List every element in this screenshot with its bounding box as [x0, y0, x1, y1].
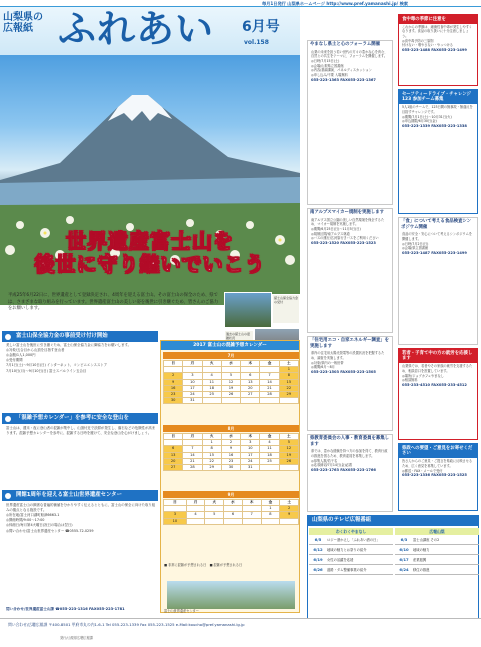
calendar-day: 9: [221, 446, 240, 452]
section-1-item: 7月1日(土)〜9月10日(日) インターネット、コンビニエンスストア: [6, 363, 108, 368]
calendar-day: 19: [221, 385, 240, 391]
tv-left: [309, 528, 393, 575]
calendar-day: 30: [164, 398, 183, 404]
pref-name-1: 山梨県の: [3, 12, 43, 23]
calendar-day: 16: [164, 385, 183, 391]
pref-name-2: 広報紙: [3, 22, 33, 34]
calendar-day: 12: [279, 446, 298, 452]
section-1-item: 7月10日(月)〜9月10日(日) 富士スバルライン五合目: [6, 368, 87, 373]
calendar-day: 19: [279, 452, 298, 458]
col3-body-5: [399, 458, 477, 479]
calendar-day: 27: [241, 392, 260, 398]
tv-row: [309, 555, 393, 565]
calendar-day: 15: [279, 379, 298, 385]
tv-right: [395, 528, 479, 575]
calendar-weekday: 土: [280, 500, 299, 506]
calendar-day: 18: [260, 452, 279, 458]
calendar-day: 4: [260, 440, 279, 446]
calendar-day: 2: [280, 506, 299, 512]
calendar-day: 17: [241, 452, 260, 458]
section-3-title: 開館1周年を迎える富士山世界遺産センター: [2, 490, 158, 501]
col2-tel: 055-223-1503 FAX055-223-1505: [311, 370, 376, 374]
tv-topic: 地域の魅力: [413, 548, 430, 552]
calendar-day: 15: [202, 452, 221, 458]
calendar-day: 31: [241, 465, 260, 471]
calendar-day: [202, 398, 221, 404]
calendar-weekday: 金: [261, 500, 280, 506]
col3-title-5: 県政への要望・ご意見をお寄せください: [399, 444, 477, 458]
tv-title: 山梨県のテレビ広報番組: [308, 516, 478, 526]
col2-tel: 055-223-1520 FAX055-223-1523: [311, 240, 376, 245]
calendar-day: 25: [202, 392, 221, 398]
col2-item: ◎募集人数/若干名: [311, 458, 338, 463]
calendar-day: [280, 518, 299, 524]
col2-body-3: [308, 350, 392, 376]
section-3-text: 世界遺産富士山の顕著な普遍的価値を分かりやすく伝えるとともに、富士山の保全に向けた取り組みの拠点となる施設です。: [6, 503, 156, 513]
calendar-day: 6: [224, 512, 243, 518]
calendar-august: [163, 433, 299, 471]
calendar-weekday: 金: [260, 361, 279, 367]
calendar-weekday: 土: [279, 361, 298, 367]
calendar-day: [260, 465, 279, 471]
calendar-day: 16: [221, 452, 240, 458]
calendar-day: 22: [202, 458, 221, 464]
col3-article-1: [398, 14, 478, 86]
col2-item: ◎内容/基調講演、パネルディスカッション: [311, 68, 372, 73]
col2-tel: 055-223-1363 FAX055-223-1367: [311, 77, 376, 82]
section-3-item: ◎開館時間/9:00〜17:00: [6, 518, 45, 523]
calendar-day: 27: [164, 465, 183, 471]
calendar-day: [279, 398, 298, 404]
col2-text: 山梨の未来を担う若い世代の方々の豊かな心を育む、自然との共生をテーマに、フォーラムを開催します。: [311, 49, 388, 59]
calendar-day: 21: [260, 385, 279, 391]
photo-caption-2: 過去の富士山の混雑状況: [224, 330, 254, 360]
calendar-weekday: 木: [242, 500, 261, 506]
col3-title-3: 「食」について考える食品検査シンポジウム開催: [401, 219, 472, 230]
col3-title-1: 食中毒の季節に注意を: [399, 15, 477, 24]
col2-title-2: 南アルプスマイカー規制を実施します: [310, 210, 384, 215]
tv-row: [309, 565, 393, 575]
section-3-item: ◎休館日/毎月第4火曜日(祝日の場合は翌日): [6, 523, 73, 528]
tv-left-head: わくわくやまなし: [309, 528, 393, 535]
calendar-day: 18: [202, 385, 221, 391]
tv-topic: 女性の活躍を応援: [327, 558, 354, 562]
col2-article-4: [307, 434, 393, 512]
col3-item: ◎申込期限/6月30日(金): [402, 119, 437, 124]
calendar-month-august: 8月: [163, 425, 299, 432]
tv-row: [309, 545, 393, 555]
calendar-month-july: 7月: [163, 352, 299, 359]
col3-text: 山梨県では、若者やその家族の就労を支援するため、相談窓口を設置しています。: [402, 364, 473, 374]
col3-tel: 055-223-1488 FAX055-223-1499: [402, 47, 467, 52]
calendar-week: [164, 398, 299, 404]
tv-right-head: 広報山梨: [395, 528, 479, 535]
calendar-day: [242, 518, 261, 524]
center-photo: [167, 581, 295, 609]
section-1-item: ◎金額/1人1,000円: [6, 353, 36, 358]
col3-item: 付けない・増やさない・やっつける: [402, 43, 453, 48]
calendar-weekday: 土: [279, 434, 298, 440]
col3-item: ◎相談無料: [402, 378, 418, 383]
tv-row: [309, 535, 393, 545]
calendar-day: 10: [164, 518, 187, 524]
calendar-day: 4: [186, 512, 205, 518]
calendar-day: 23: [164, 392, 183, 398]
contact-bottom: 問い合わせ/世界遺産富士山課 ☎055-223-1316 FAX055-223-1781: [6, 607, 125, 611]
footer: [0, 618, 481, 647]
calendar-weekday: 日: [164, 361, 183, 367]
calendar-weekday: 月: [186, 500, 205, 506]
calendar-day: 24: [241, 458, 260, 464]
footer-contact: 問い合わせ/広聴広報課 〒400-8501 甲府市丸の内1-6-1 Tel 055-223-1339 Fax 055-223-1525 e-Mail:koucho@pref.yamanashi.lg.jp: [8, 622, 245, 627]
section-1-body: [6, 343, 158, 403]
col3-body-4: [399, 363, 477, 389]
masthead-pref: [3, 13, 43, 34]
calendar-day: 6: [164, 446, 183, 452]
section-2-body: [6, 426, 158, 478]
calendar-day: 9: [164, 379, 183, 385]
calendar-day: 8: [279, 373, 298, 379]
col3-text: 食品の安全・安心について考えるシンポジウムを開催します。: [402, 232, 472, 242]
col3-item: ◎会場/県立図書館: [402, 246, 429, 251]
col2-title-4: 県教育委員会の人事・教育委員を募集します: [310, 436, 390, 447]
calendar-day: 6: [241, 373, 260, 379]
col3-article-5: [398, 443, 478, 511]
calendar-day: 20: [241, 385, 260, 391]
masthead-volume: vol.158: [244, 39, 269, 46]
section-1-text: 美しい富士山を後世に引き継ぐため、富士山保全協力金に御協力をお願いします。: [6, 343, 132, 347]
calendar-day: 20: [164, 458, 183, 464]
section-1-item: ◎受付期間: [6, 358, 23, 363]
calendar-day: 29: [202, 465, 221, 471]
col3-tel: 055-223-1339 FAX055-223-1338: [402, 124, 467, 128]
section-1-title: 富士山保全協力金の事前受け付け開始: [2, 331, 158, 342]
calendar-day: 5: [279, 440, 298, 446]
col2-text: 県では、豊かな経験を持つ方の参加を得て、教育行政の推進を図るため、教育委員を募集します。: [311, 449, 388, 459]
calendar-day: 13: [164, 452, 183, 458]
photo-1: [224, 292, 272, 328]
calendar-day: 23: [221, 458, 240, 464]
calendar-day: 7: [260, 373, 279, 379]
calendar-legend: ■ 非常に混雑が予想される日 ■ 混雑が予想される日: [164, 563, 243, 567]
calendar-day: [261, 518, 280, 524]
section-3-item: ◎所在地/富士河口湖町船津6663-1: [6, 513, 60, 518]
col2-item: ◎会場/山梨県立図書館: [311, 63, 344, 68]
col2-item: ◎対象/県内の一般世帯: [311, 360, 344, 365]
calendar-weekday: 火: [205, 500, 224, 506]
calendar-day: 7: [183, 446, 202, 452]
col2-item: ◎申し込み/不要 入場無料: [311, 72, 348, 77]
calendar-day: [224, 518, 243, 524]
tv-date: 6/3: [400, 537, 408, 542]
col2-body-4: [308, 448, 392, 474]
calendar-july: [163, 360, 299, 404]
calendar-weekday: 日: [164, 500, 187, 506]
tv-date: 6/26: [313, 567, 323, 572]
section-3-item: ◎問い合わせ/富士山世界遺産センター ☎0555-72-0259: [6, 528, 94, 533]
calendar-day: 4: [202, 373, 221, 379]
col3-tel: 055-223-1336 FAX055-223-1525: [402, 473, 467, 478]
tv-topic: 地域の魅力とお祭りの紹介: [327, 548, 367, 552]
lead-paragraph: 平成25年6月22日に、世界遺産として登録決定され、4周年を迎える富士山。その富士山の保全のため、県では、さまざまな取り組みを行っています。世界遺産富士山の美しい姿を後世に引き継ぐため、皆さんのご協力をお願いします。: [8, 293, 219, 312]
calendar-day: 1: [202, 440, 221, 446]
col2-title-3: 「住宅用エコ・自家エネルギー調査」を実施します: [310, 338, 390, 349]
calendar-weekday: 金: [260, 434, 279, 440]
section-1-item: ◎対象/五合目から山頂を目指す登山者: [6, 348, 65, 353]
calendar-day: 5: [205, 512, 224, 518]
calendar-day: 9: [280, 512, 299, 518]
calendar-day: 11: [202, 379, 221, 385]
calendar-day: 26: [279, 458, 298, 464]
calendar-weekday: 月: [183, 361, 202, 367]
tv-date: 6/19: [313, 557, 323, 562]
calendar-day: 7: [242, 512, 261, 518]
tv-topic: 産業振興: [413, 558, 427, 562]
col3-item: ◎場所/ジョブカフェやまなし: [402, 373, 444, 378]
col3-title-4: 若者・子育て中の方の就労を応援します: [399, 349, 477, 363]
calendar-day: [221, 398, 240, 404]
col3-item: ◎食中毒予防の三原則: [402, 38, 434, 43]
calendar-day: 2: [221, 440, 240, 446]
col3-article-4: [398, 348, 478, 440]
col3-title-2: セーフティードライブ・チャレンジ123 参加チーム募集: [399, 90, 477, 104]
section-3-body: [6, 503, 158, 603]
col2-body-1: [308, 49, 392, 84]
col2-article-2: [307, 208, 393, 333]
col3-body-3: [399, 231, 477, 257]
col3-body-2: [399, 104, 477, 130]
headline: [0, 230, 300, 276]
tv-topic: 移住の推進: [413, 568, 430, 572]
tv-date: 6/5: [314, 537, 322, 542]
col3-item: ◎郵送・FAX・メールで受付: [402, 468, 443, 473]
section-2-title: 「混雑予想カレンダー」を参考に安全な登山を: [2, 413, 158, 424]
col2-item: ◎バスの運行/広河原行きバスをご利用ください: [311, 236, 379, 241]
tv-row: [395, 535, 479, 545]
tv-topic: 富士山講座 その2: [413, 538, 440, 542]
col2-body-2: [308, 217, 392, 247]
calendar-day: 8: [261, 512, 280, 518]
calendar-day: 24: [183, 392, 202, 398]
section-2-text: 富士山は、週末・夜に登山者の混雑が集中し、山頂付近で渋滞が発生し、落石などの危険性が高まります。混雑予想カレンダーを参考に、混雑する日時を避けて、安全な登山を心がけましょう。: [6, 426, 156, 436]
calendar-day: 8: [202, 446, 221, 452]
col3-text: これからの季節は、細菌性食中毒が発生しやすくなります。食品の取り扱いに十分注意しましょう。: [402, 24, 473, 38]
calendar-caption: 富士山世界遺産センター: [164, 609, 199, 613]
calendar-weekday: 木: [241, 361, 260, 367]
calendar-day: 3: [241, 440, 260, 446]
col2-title-1: やまなし県土と心のフォーラム開催: [310, 42, 380, 47]
calendar-weekday: 水: [224, 500, 243, 506]
calendar-weekday: 火: [202, 361, 221, 367]
congestion-calendar: [160, 340, 300, 613]
calendar-day: 2: [164, 373, 183, 379]
calendar-weekday: 水: [221, 434, 240, 440]
tv-date: 6/10: [399, 547, 409, 552]
tv-date: 6/12: [313, 547, 323, 552]
headline-line-1: 世界遺産富士山を: [66, 229, 234, 253]
calendar-day: 5: [221, 373, 240, 379]
tv-topic: 道路・ダム整備事業の紹介: [327, 568, 367, 572]
col3-text: 皆さんからのご意見・ご提言を県政に反映させるため、広く意見を募集しています。: [402, 459, 473, 469]
calendar-day: 21: [183, 458, 202, 464]
masthead: [0, 7, 300, 55]
calendar-day: [186, 518, 205, 524]
calendar-day: [205, 518, 224, 524]
col2-article-3: [307, 336, 393, 431]
calendar-weekday: 水: [221, 361, 240, 367]
calendar-day: 10: [241, 446, 260, 452]
col2-tel: 055-223-1763 FAX055-223-1766: [311, 468, 376, 472]
calendar-weekday: 日: [164, 434, 183, 440]
calendar-day: [260, 398, 279, 404]
col3-tel: 055-233-4510 FAX055-233-4512: [402, 383, 467, 387]
tv-row: [395, 545, 479, 555]
calendar-day: [241, 398, 260, 404]
col3-article-3: [398, 217, 478, 345]
calendar-day: 1: [279, 367, 298, 373]
footer-publisher: 発行/山梨県広聴広報課: [60, 636, 93, 640]
calendar-day: 12: [221, 379, 240, 385]
tv-topic: ロジー酒かえし「ふれあい酒の日」: [327, 538, 380, 542]
headline-line-2: 後世に守り継いでいこう: [34, 252, 266, 276]
calendar-day: 13: [241, 379, 260, 385]
masthead-title: ふれあい: [58, 6, 215, 51]
col2-item: ◎期間/6月25日(日)〜11月5日(日): [311, 227, 361, 231]
calendar-weekday: 火: [202, 434, 221, 440]
col3-text: 5人1組のチームで、123日間の無事故・無違反を目指すチャレンジです。: [402, 105, 473, 115]
calendar-day: 14: [260, 379, 279, 385]
tv-row: [395, 565, 479, 575]
photo-caption-1: 富士山保全協力金の受付: [272, 294, 300, 324]
calendar-day: 14: [183, 452, 202, 458]
col2-item: ◎応募締切/7月14日(金)必着: [311, 463, 353, 468]
calendar-day: [279, 465, 298, 471]
calendar-day: 28: [260, 392, 279, 398]
calendar-day: 1: [261, 506, 280, 512]
top-note: 毎月1日発行 山梨県ホームページ http://www.pref.yamanashi.jp/ 検索: [262, 0, 408, 6]
calendar-month-september: 9月: [163, 491, 299, 498]
tv-date: 6/17: [399, 557, 409, 562]
calendar-day: 29: [279, 392, 298, 398]
col2-item: ◎日時/7月15日(土): [311, 59, 340, 63]
calendar-september: [163, 499, 299, 525]
calendar-weekday: 月: [183, 434, 202, 440]
calendar-day: 22: [279, 385, 298, 391]
calendar-day: 28: [183, 465, 202, 471]
col2-article-1: [307, 40, 393, 205]
col2-item: ◎規制区間/南アルプス林道: [311, 231, 350, 236]
calendar-day: 11: [260, 446, 279, 452]
col3-article-2: [398, 89, 478, 214]
calendar-day: 10: [183, 379, 202, 385]
tv-date: 6/24: [399, 567, 409, 572]
calendar-day: 3: [164, 512, 187, 518]
col3-tel: 055-223-1487 FAX055-223-1499: [402, 251, 467, 255]
col3-item: ◎期間/7月1日(土)〜10月31日(火): [402, 114, 452, 119]
col2-text: 南アルプス国立公園の美しい自然環境を保全するため、マイカー規制を実施します。: [311, 217, 385, 227]
col2-text: 県内の住宅用太陽光発電等の設置状況を把握するため、調査を実施します。: [311, 351, 385, 361]
col2-item: ◎期間/6月〜8月: [311, 365, 335, 370]
masthead-month: 6月号: [242, 19, 280, 35]
calendar-day: 26: [221, 392, 240, 398]
calendar-day: 25: [260, 458, 279, 464]
calendar-week: [164, 465, 299, 471]
col3-item: ◎日時/7月2日(日): [402, 241, 429, 246]
col3-body-1: [399, 24, 477, 54]
tv-program-box: [307, 515, 479, 620]
calendar-day: 3: [183, 373, 202, 379]
tv-row: [395, 555, 479, 565]
calendar-day: 31: [183, 398, 202, 404]
calendar-weekday: 木: [241, 434, 260, 440]
calendar-title: 2017 富士山の混雑予想カレンダー: [161, 341, 299, 350]
calendar-day: 17: [183, 385, 202, 391]
calendar-day: 30: [221, 465, 240, 471]
calendar-week: [164, 518, 299, 524]
